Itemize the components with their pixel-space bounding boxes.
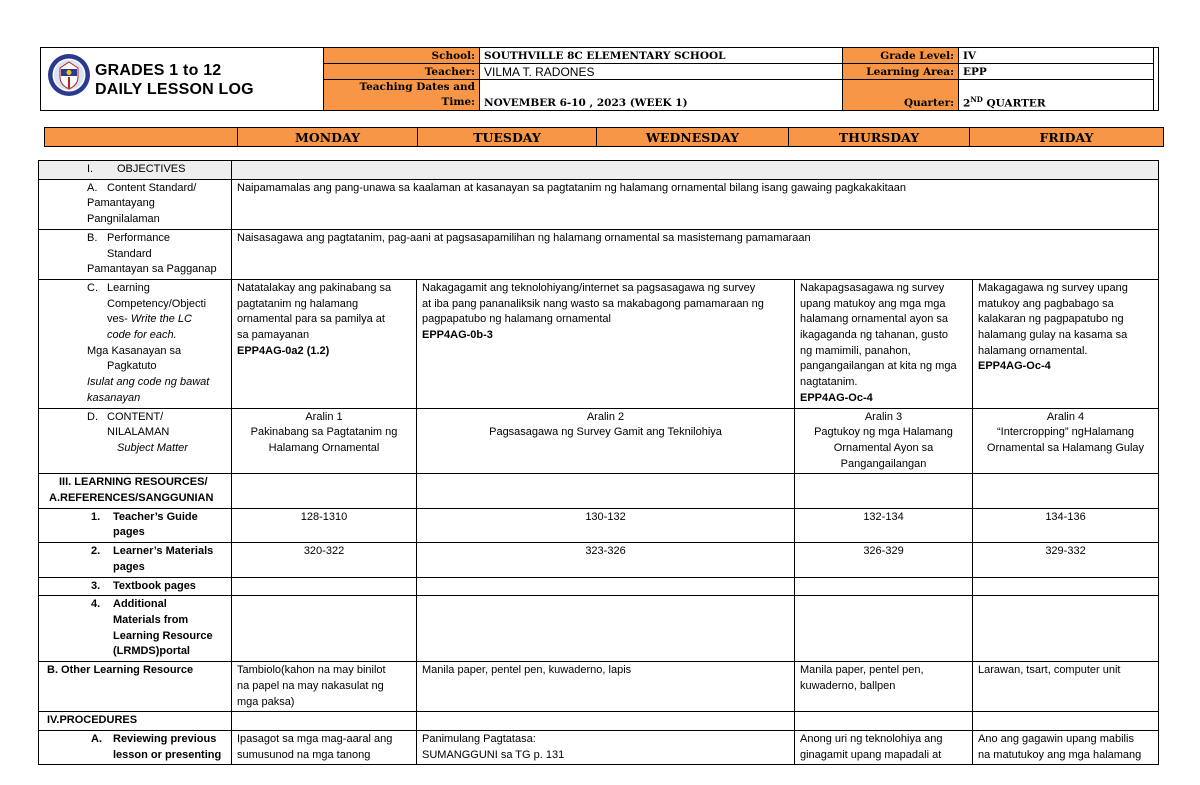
day-thursday: THURSDAY xyxy=(789,128,970,147)
procedures-heading-tue-wed xyxy=(417,712,795,731)
other-resource-label: B. Other Learning Resource xyxy=(39,662,232,712)
content-tue-wed-line: Aralin 2 xyxy=(586,410,625,423)
procedures-heading-friday xyxy=(973,712,1159,731)
school-label: School: xyxy=(324,48,480,64)
additional-materials-label-line3: Learning Resource xyxy=(113,629,213,642)
review-label xyxy=(39,730,232,764)
competency-letter: C. xyxy=(87,281,98,294)
content-thursday xyxy=(795,408,973,474)
content-standard-label-line3: Pangnilalaman xyxy=(87,213,160,226)
review-monday-line: Ipasagot sa mga mag-aaral ang xyxy=(237,732,393,745)
review-friday-line: Ano ang gagawin upang mabilis xyxy=(978,732,1134,745)
quarter-text: QUARTER xyxy=(986,97,1046,109)
performance-standard-label-line1: Performance xyxy=(107,231,170,244)
content-tue-wed xyxy=(417,408,795,474)
competency-monday-line: sa pamayanan xyxy=(237,329,310,342)
review-label-line1: Reviewing previous xyxy=(113,732,217,745)
competency-thursday-code: EPP4AG-Oc-4 xyxy=(800,391,873,404)
lesson-log-table xyxy=(38,160,1159,765)
teachers-guide-monday: 128-1310 xyxy=(232,508,417,542)
review-letter: A. xyxy=(91,732,102,745)
learning-area-value: EPP xyxy=(959,64,1154,80)
other-resource-thursday-line: kuwaderno, ballpen xyxy=(800,679,896,692)
other-resource-monday xyxy=(232,662,417,712)
resources-heading-tue-wed xyxy=(417,474,795,508)
content-standard-label-line2: Pamantayang xyxy=(87,197,155,210)
learners-materials-tue-wed: 323-326 xyxy=(417,543,795,577)
textbook-pages-monday xyxy=(232,577,417,596)
additional-materials-label-line1: Additional xyxy=(113,598,167,611)
content-label xyxy=(39,408,232,474)
other-resource-thursday xyxy=(795,662,973,712)
additional-materials-thursday xyxy=(795,596,973,662)
competency-monday-code: EPP4AG-0a2 (1.2) xyxy=(237,344,330,357)
competency-tue-wed-code: EPP4AG-0b-3 xyxy=(422,329,493,342)
competency-friday-code: EPP4AG-Oc-4 xyxy=(978,360,1051,373)
competency-label-line7: Isulat ang code ng bawat xyxy=(87,376,210,389)
content-standard-label xyxy=(39,179,232,229)
content-thursday-line: Ornamental Ayon sa xyxy=(833,441,934,454)
competency-thursday-line: pangangailangan at kita ng mga xyxy=(800,360,957,373)
content-standard-label-line1: Content Standard/ xyxy=(107,181,197,194)
other-resource-tue-wed: Manila paper, pentel pen, kuwaderno, lapis xyxy=(417,662,795,712)
competency-label-line4: code for each. xyxy=(107,329,177,342)
teachers-guide-thursday: 132-134 xyxy=(795,508,973,542)
performance-standard-label xyxy=(39,229,232,279)
procedures-heading-thursday xyxy=(795,712,973,731)
content-letter: D. xyxy=(87,410,98,423)
content-thursday-line: Pagtukoy ng mga Halamang xyxy=(814,426,953,439)
additional-materials-tue-wed xyxy=(417,596,795,662)
content-thursday-line: Aralin 3 xyxy=(864,410,903,423)
review-tue-wed-line: SUMANGGUNI sa TG p. 131 xyxy=(422,748,565,761)
content-friday xyxy=(973,408,1159,474)
competency-tue-wed-line: at iba pang pananaliksik nang wasto sa makabagong pamamaraan ng xyxy=(422,297,764,310)
review-thursday xyxy=(795,730,973,764)
content-friday-line: Ornamental sa Halamang Gulay xyxy=(986,441,1145,454)
competency-thursday-line: Nakapagsasagawa ng survey xyxy=(800,281,945,294)
textbook-pages-num: 3. xyxy=(91,579,101,592)
grade-level-value: IV xyxy=(959,48,1154,64)
additional-materials-friday xyxy=(973,596,1159,662)
resources-heading-line2: A.REFERENCES/SANGGUNIAN xyxy=(49,492,214,505)
objectives-heading-num: I. xyxy=(87,163,94,175)
competency-label xyxy=(39,279,232,408)
teachers-guide-num: 1. xyxy=(91,510,101,523)
learners-materials-monday: 320-322 xyxy=(232,543,417,577)
content-thursday-line: Pangangailangan xyxy=(840,457,927,470)
additional-materials-num: 4. xyxy=(91,598,101,611)
content-monday-line: Aralin 1 xyxy=(305,410,343,423)
day-tuesday: TUESDAY xyxy=(418,128,597,147)
review-thursday-line: ginagamit upang mapadali at xyxy=(800,748,942,761)
content-tue-wed-line: Pagsasagawa ng Survey Gamit ang Teknilohiya xyxy=(489,426,722,439)
competency-label-line5: Mga Kasanayan sa xyxy=(87,344,182,357)
form-title: GRADES 1 to 12 xyxy=(95,62,222,79)
day-wednesday: WEDNESDAY xyxy=(597,128,789,147)
grade-level-label: Grade Level: xyxy=(843,48,959,64)
textbook-pages-label-text: Textbook pages xyxy=(113,579,196,592)
competency-label-line3: ves- xyxy=(107,313,128,326)
weekday-blank-cell xyxy=(45,128,238,147)
competency-thursday-line: halamang ornamental ayon sa xyxy=(800,313,948,326)
performance-standard-label-line2: Standard xyxy=(107,247,152,260)
header-info-table xyxy=(323,47,1154,111)
competency-tue-wed-line: Nakagagamit ang teknolohiyang/internet sa pagsasagawa ng survey xyxy=(422,281,756,294)
resources-heading-thursday xyxy=(795,474,973,508)
review-friday xyxy=(973,730,1159,764)
competency-friday xyxy=(973,279,1159,408)
learners-materials-label-line2: pages xyxy=(113,560,145,573)
day-monday: MONDAY xyxy=(238,128,418,147)
other-resource-monday-line: mga paksa) xyxy=(237,695,295,708)
other-resource-thursday-line: Manila paper, pentel pen, xyxy=(800,664,924,677)
competency-tue-wed-line: pagpapatubo ng halamang ornamental xyxy=(422,313,611,326)
competency-label-line8: kasanayan xyxy=(87,391,141,404)
competency-thursday-line: ikagaganda ng tahanan, gusto xyxy=(800,329,949,342)
objectives-heading-fill xyxy=(232,161,1159,180)
performance-standard-letter: B. xyxy=(87,231,98,244)
competency-friday-line: halamang gulay na kasama sa xyxy=(978,329,1128,342)
teaching-dates-label-line1: Teaching Dates and xyxy=(359,81,475,93)
resources-heading xyxy=(39,474,232,508)
competency-friday-line: matukoy ang pagbabago sa xyxy=(978,297,1114,310)
additional-materials-monday xyxy=(232,596,417,662)
other-resource-friday: Larawan, tsart, computer unit xyxy=(973,662,1159,712)
textbook-pages-label xyxy=(39,577,232,596)
teacher-label: Teacher: xyxy=(324,64,480,80)
content-monday-line: Pakinabang sa Pagtatanim ng xyxy=(250,426,398,439)
additional-materials-label-line2: Materials from xyxy=(113,613,189,626)
learners-materials-label-line1: Learner’s Materials xyxy=(113,545,214,558)
teachers-guide-label-line1: Teacher’s Guide xyxy=(113,510,198,523)
competency-label-line6: Pagkatuto xyxy=(107,360,157,373)
quarter-suffix: ND xyxy=(970,94,983,104)
learners-materials-friday: 329-332 xyxy=(973,543,1159,577)
content-standard-letter: A. xyxy=(87,181,98,194)
teachers-guide-tue-wed: 130-132 xyxy=(417,508,795,542)
learners-materials-label xyxy=(39,543,232,577)
quarter-label: Quarter: xyxy=(843,80,959,111)
teachers-guide-friday: 134-136 xyxy=(973,508,1159,542)
textbook-pages-tue-wed xyxy=(417,577,795,596)
other-resource-monday-line: na papel na may nakasulat ng xyxy=(237,679,384,692)
review-tue-wed-line: Panimulang Pagtatasa: xyxy=(422,732,536,745)
additional-materials-label xyxy=(39,596,232,662)
resources-heading-friday xyxy=(973,474,1159,508)
objectives-heading-text: OBJECTIVES xyxy=(117,163,186,175)
content-standard-text: Naipamamalas ang pang-unawa sa kaalaman at kasanayan sa pagtatanim ng halamang ornamental bilang isang gawaing pagkakakitaan xyxy=(232,179,1159,229)
competency-label-line3-italic: Write the LC xyxy=(130,313,192,326)
review-thursday-line: Anong uri ng teknolohiya ang xyxy=(800,732,943,745)
competency-label-line2: Competency/Objecti xyxy=(107,297,207,310)
teachers-guide-label xyxy=(39,508,232,542)
procedures-heading-monday xyxy=(232,712,417,731)
teaching-dates-value: NOVEMBER 6-10 , 2023 (WEEK 1) xyxy=(480,80,843,111)
competency-friday-line: halamang ornamental. xyxy=(978,344,1088,357)
content-friday-line: Aralin 4 xyxy=(1046,410,1085,423)
textbook-pages-friday xyxy=(973,577,1159,596)
review-friday-line: na matutukoy ang mga halamang xyxy=(978,748,1142,761)
other-resource-monday-line: Tambiolo(kahon na may binilot xyxy=(237,664,386,677)
objectives-heading xyxy=(39,161,232,180)
review-tue-wed xyxy=(417,730,795,764)
learners-materials-thursday: 326-329 xyxy=(795,543,973,577)
deped-seal-logo xyxy=(47,53,91,97)
performance-standard-label-line3: Pamantayan sa Pagganap xyxy=(87,263,217,276)
performance-standard-text: Naisasagawa ang pagtatanim, pag-aani at pagsasapamilihan ng halamang ornamental sa masistemang pamamaraan xyxy=(232,229,1159,279)
content-label-line2: NILALAMAN xyxy=(107,426,170,439)
competency-label-line1: Learning xyxy=(107,281,150,294)
competency-thursday-line: nagtatanim. xyxy=(800,376,858,389)
competency-thursday-line: upang matukoy ang mga mga xyxy=(800,297,946,310)
review-label-line2: lesson or presenting xyxy=(113,748,222,761)
competency-thursday xyxy=(795,279,973,408)
review-monday xyxy=(232,730,417,764)
teacher-value: VILMA T. RADONES xyxy=(480,64,843,80)
weekday-header-row xyxy=(44,127,1164,147)
competency-monday-line: ornamental para sa pamilya at xyxy=(237,313,385,326)
additional-materials-label-line4: (LRMDS)portal xyxy=(113,645,190,658)
procedures-heading: IV.PROCEDURES xyxy=(39,712,232,731)
competency-monday-line: Natatalakay ang pakinabang sa xyxy=(237,281,392,294)
competency-friday-line: kalakaran ng pagpapatubo ng xyxy=(978,313,1124,326)
quarter-value xyxy=(959,80,1154,111)
competency-tue-wed xyxy=(417,279,795,408)
content-friday-line: “Intercropping” ngHalamang xyxy=(997,426,1134,439)
review-monday-line: sumusunod na mga tanong xyxy=(237,748,371,761)
content-monday-line: Halamang Ornamental xyxy=(268,441,380,454)
teaching-dates-label-line2: Time: xyxy=(441,96,475,108)
form-subtitle: DAILY LESSON LOG xyxy=(95,81,254,98)
competency-monday xyxy=(232,279,417,408)
textbook-pages-thursday xyxy=(795,577,973,596)
competency-monday-line: pagtatanim ng halamang xyxy=(237,297,359,310)
learning-area-label: Learning Area: xyxy=(843,64,959,80)
teachers-guide-label-line2: pages xyxy=(113,526,145,539)
quarter-number: 2 xyxy=(963,97,971,109)
content-label-line3: Subject Matter xyxy=(117,441,188,454)
competency-thursday-line: ng mamimili, panahon, xyxy=(800,344,911,357)
resources-heading-monday xyxy=(232,474,417,508)
learners-materials-num: 2. xyxy=(91,545,101,558)
content-monday xyxy=(232,408,417,474)
competency-friday-line: Makagagawa ng survey upang xyxy=(978,281,1128,294)
resources-heading-line1: III. LEARNING RESOURCES/ xyxy=(59,476,208,489)
content-label-line1: CONTENT/ xyxy=(107,410,164,423)
school-value: SOUTHVILLE 8C ELEMENTARY SCHOOL xyxy=(480,48,843,64)
teaching-dates-label xyxy=(324,80,480,111)
day-friday: FRIDAY xyxy=(970,128,1164,147)
